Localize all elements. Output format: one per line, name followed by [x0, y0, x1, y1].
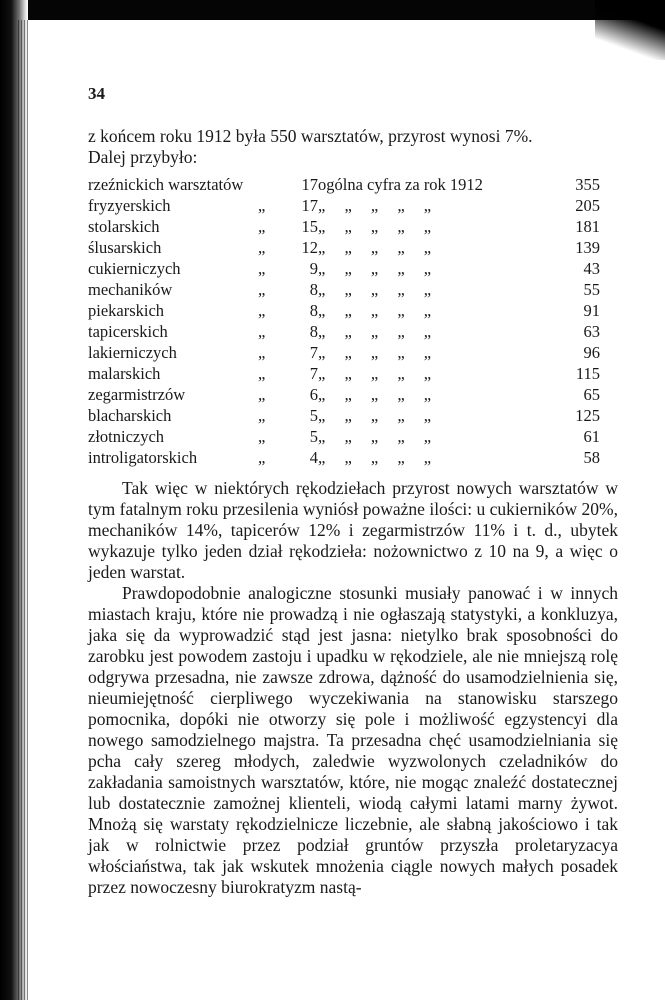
table-row	[88, 300, 600, 321]
total-description: ogólna cyfra za rok 1912	[318, 175, 483, 194]
new-count: 4	[309, 448, 318, 467]
ditto-marks: „ „ „ „ „	[318, 385, 432, 404]
ditto-mark: „	[258, 322, 266, 341]
table-row	[88, 426, 600, 447]
intro-line-2: Dalej przybyło:	[88, 147, 198, 167]
trade-name: mechaników	[88, 280, 173, 299]
ditto-mark: „	[258, 217, 266, 236]
ditto-marks: „ „ „ „ „	[318, 322, 432, 341]
total-1912: 205	[575, 196, 600, 215]
ditto-marks: „ „ „ „ „	[318, 406, 432, 425]
total-1912: 55	[583, 280, 600, 299]
ditto-marks: „ „ „ „ „	[318, 259, 432, 278]
new-count: 8	[309, 322, 318, 341]
table-row	[88, 342, 600, 363]
book-spine-lines	[18, 20, 30, 1000]
ditto-marks: „ „ „ „ „	[318, 364, 432, 383]
total-1912: 63	[583, 322, 600, 341]
total-1912: 58	[583, 448, 600, 467]
intro-line-1: z końcem roku 1912 była 550 warsztatów, przyrost wynosi 7%.	[88, 126, 533, 146]
ditto-marks: „ „ „ „ „	[318, 427, 432, 446]
ditto-mark: „	[258, 259, 266, 278]
table-row	[88, 258, 600, 279]
new-count: 17	[301, 175, 318, 194]
ditto-marks: „ „ „ „ „	[318, 196, 432, 215]
trade-name: blacharskich	[88, 406, 172, 425]
trade-name: malarskich	[88, 364, 161, 383]
new-count: 15	[301, 217, 318, 236]
table-row	[88, 447, 600, 468]
trade-name: zegarmistrzów	[88, 385, 186, 404]
trade-name: introligatorskich	[88, 448, 198, 467]
trade-name: stolarskich	[88, 217, 160, 236]
trade-name: lakierniczych	[88, 343, 177, 362]
ditto-mark: „	[258, 280, 266, 299]
ditto-marks: „ „ „ „ „	[318, 217, 432, 236]
trade-name: cukierniczych	[88, 259, 181, 278]
book-page	[88, 84, 618, 898]
ditto-marks: „ „ „ „ „	[318, 280, 432, 299]
ditto-mark: „	[258, 427, 266, 446]
trade-name: tapicerskich	[88, 322, 168, 341]
total-1912: 181	[575, 217, 600, 236]
ditto-mark: „	[258, 238, 266, 257]
total-1912: 139	[575, 238, 600, 257]
table-row	[88, 279, 600, 300]
total-1912: 43	[583, 259, 600, 278]
table-row	[88, 195, 600, 216]
ditto-mark: „	[258, 301, 266, 320]
new-count: 8	[309, 301, 318, 320]
ditto-mark: „	[258, 406, 266, 425]
total-1912: 61	[583, 427, 600, 446]
new-count: 7	[309, 364, 318, 383]
trade-name: fryzyerskich	[88, 196, 171, 215]
trade-name: rzeźnickich warsztatów	[88, 175, 244, 194]
table-row	[88, 321, 600, 342]
ditto-marks: „ „ „ „ „	[318, 238, 432, 257]
total-1912: 115	[575, 364, 600, 383]
new-count: 5	[309, 427, 318, 446]
total-1912: 125	[575, 406, 600, 425]
new-count: 7	[309, 343, 318, 362]
table-row	[88, 384, 600, 405]
new-count: 9	[309, 259, 318, 278]
trade-name: złotniczych	[88, 427, 165, 446]
trade-name: piekarskich	[88, 301, 165, 320]
total-1912: 65	[583, 385, 600, 404]
scan-corner-shadow	[595, 0, 665, 60]
ditto-mark: „	[258, 196, 266, 215]
paragraph-2: Prawdopodobnie analogiczne stosunki musiały panować i w innych miastach kraju, które nie prowadzą i nie ogłaszają statystyki, a konkluzya, jaka się da wyprowadzić stąd jest jasna: nietylko brak sposobności do zarobku jest powodem zastoju i upadku w rękodziele, ale nie mniejszą rolę odgrywa przesadna, nie zawsze zdrowa, dążność do usamodzielnienia się, nieumiejętność cierpliwego wyczekiwania na stanowisku starszego pomocnika, dopóki nie otworzy się pole i możliwość egzystencyi dla nowego samodzielnego majstra. Ta przesadna chęć usamodzielniania się pcha cały szereg młodych, zaledwie wyzwolonych czeladników do zakładania samoistnych warsztatów, które, nie mogąc znaleźć dostatecznej lub dostatecznie zamożnej klienteli, wiodą całymi latami marny żywot. Mnożą się warstaty rękodzielnicze liczebnie, ale słabną jakościowo i tak jak w rolnictwie przez podział gruntów przyszła proletaryzacya włościaństwa, tak jak wskutek mnożenia ciągle nowych małych posadek przez nowoczesny biurokratyzm nastą-	[88, 583, 618, 897]
total-1912: 96	[583, 343, 600, 362]
ditto-mark: „	[258, 448, 266, 467]
ditto-marks: „ „ „ „ „	[318, 343, 432, 362]
table-row	[88, 237, 600, 258]
total-1912: 355	[575, 175, 600, 194]
new-count: 17	[301, 196, 318, 215]
page-number: 34	[88, 84, 105, 103]
ditto-marks: „ „ „ „ „	[318, 448, 432, 467]
new-count: 8	[309, 280, 318, 299]
workshop-statistics-table	[88, 174, 600, 468]
ditto-mark: „	[258, 343, 266, 362]
table-row	[88, 174, 600, 195]
paragraph-1: Tak więc w niektórych rękodziełach przyrost nowych warsztatów w tym fatalnym roku przesilenia wyniósł poważne ilości: u cukierników 20%, mechaników 14%, tapicerów 12% i zegarmistrzów 11% i t. d., ubytek wykazuje tylko jeden dział rękodzieła: nożownictwo z 10 na 9, a więc o jeden warstat.	[88, 478, 618, 582]
ditto-mark: „	[258, 364, 266, 383]
total-1912: 91	[583, 301, 600, 320]
table-row	[88, 216, 600, 237]
table-row	[88, 405, 600, 426]
table-row	[88, 363, 600, 384]
new-count: 6	[309, 385, 318, 404]
new-count: 12	[301, 238, 318, 257]
ditto-marks: „ „ „ „ „	[318, 301, 432, 320]
new-count: 5	[309, 406, 318, 425]
ditto-mark: „	[258, 385, 266, 404]
scan-top-edge	[0, 0, 665, 20]
trade-name: ślusarskich	[88, 238, 162, 257]
